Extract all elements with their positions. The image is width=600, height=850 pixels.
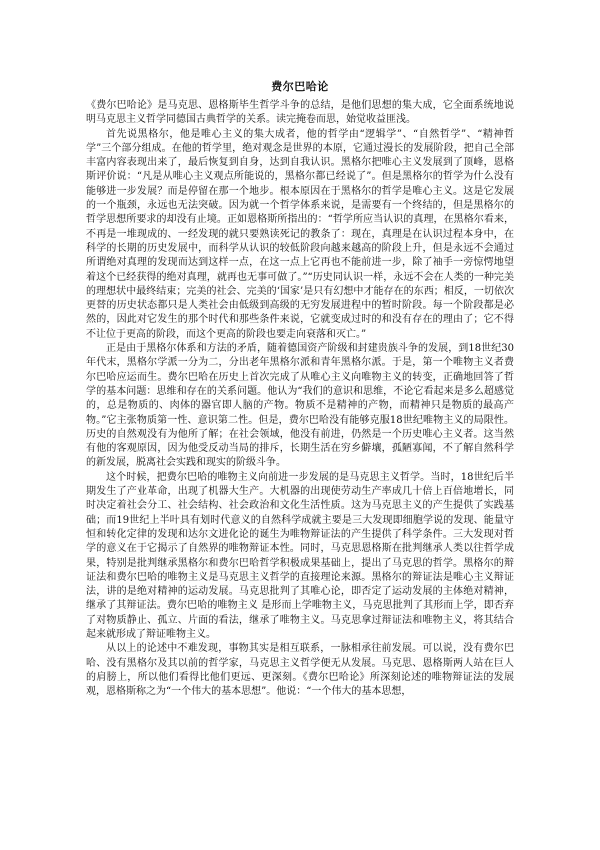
- paragraph-intro: 《费尔巴哈论》是马克思、恩格斯毕生哲学斗争的总结，是他们思想的集大成，它全面系统地说明马克思主义哲学同德国古典哲学的关系。读完掩卷而思，始觉收益匪浅。: [86, 100, 514, 126]
- document-title: 费尔巴哈论: [271, 80, 329, 93]
- paragraph-feuerbach: 正是由于黑格尔体系和方法的矛盾，随着德国资产阶级和封建贵族斗争的发展，到18世纪30年代末，黑格尔学派一分为二，分出老年黑格尔派和青年黑格尔派。于是，第一个唯物主义者费尔巴哈应运而生。费尔巴哈在历史上首次完成了从唯心主义向唯物主义的转变，正确地回答了哲学的基本问题：思维和存在的关系问题。他认为“我们的意识和思维，不论它看起来是多么超感觉的，总是物质的、肉体的器官即人脑的产物。物质不是精神的产物，而精神只是物质的最高产物。”它主张物质第一性、意识第二性。但是，费尔巴哈没有能够克服18世纪唯物主义的局限性。历史的自然观没有为他所了解；在社会领域，他没有前进，仍然是一个历史唯心主义者。这当然有他的客观原因，因为他受反动当局的排斥，长期生活在穷乡僻壤，孤陋寡闻，不了解自然科学的新发展，脱离社会实践和现实的阶级斗争。: [86, 343, 514, 469]
- paragraph-hegel: 首先说黑格尔，他是唯心主义的集大成者，他的哲学由“逻辑学”、“自然哲学”、“精神哲学”三个部分组成。在他的哲学里，绝对观念是世界的本原，它通过漫长的发展阶段，把自己全部丰富内容表现出来了，最后恢复到自身，达到自我认识。黑格尔把唯心主义发展到了顶峰，恩格斯评价说：“凡是从唯心主义观点所能说的，黑格尔都已经说了”。但是黑格尔的哲学为什么没有能够进一步发展？而是停留在那一个地步。根本原因在于黑格尔的哲学是唯心主义。这是它发展的一个瓶颈，永远也无法突破。因为就一个哲学体系来说，是需要有一个终结的，但是黑格尔的哲学思想所要求的却没有止境。正如恩格斯所指出的：“哲学所应当认识的真理，在黑格尔看来，不再是一堆现成的、一经发现的就只要熟读死记的教条了：现在，真理是在认识过程本身中，在科学的长期的历史发展中，而科学从认识的较低阶段向越来越高的阶段上升，但是永远不会通过所谓绝对真理的发现而达到这样一点，在这一点上它再也不能前进一步，除了袖手一旁惊愕地望着这个已经获得的绝对真理，就再也无事可做了。”“历史同认识一样，永远不会在人类的一种完美的理想状中最终结束；完美的社会、完美的‘国家’是只有幻想中才能存在的东西；相反，一切依次更替的历史状态都只是人类社会由低级到高级的无穷发展进程中的暂时阶段。每一个阶段都是必然的，因此对它发生的那个时代和那些条件来说，它就变成过时的和没有存在的理由了；它不得不让位于更高的阶段，而这个更高的阶段也要走向衰落和灭亡。”: [86, 128, 514, 340]
- paragraph-marxist-philosophy: 这个时候，把费尔巴哈的唯物主义向前进一步发展的是马克思主义哲学。当时，18世纪后半期发生了产业革命，出现了机器大生产。大机器的出现使劳动生产率成几十倍上百倍地增长，同时决定着社会分工、社会结构、社会政治和文化生活性质。这为马克思主义的产生提供了实践基础；而19世纪上半叶具有划时代意义的自然科学成就主要是三大发现即细胞学说的发现、能量守恒和转化定律的发现和达尔文进化论的诞生为唯物辩证法的产生提供了科学条件。三大发现对哲学的意义在于它揭示了自然界的唯物辩证本性。同时，马克思恩格斯在批判继承人类以往哲学成果，特别是批判继承黑格尔和费尔巴哈哲学积极成果基础上，提出了马克思的哲学。黑格尔的辩证法和费尔巴哈的唯物主义是马克思主义哲学的直接理论来源。黑格尔的辩证法是唯心主义辩证法，讲的是绝对精神的运动发展。马克思批判了其唯心论，即否定了运动发展的主体绝对精神，继承了其辩证法。费尔巴哈的唯物主义 是形而上学唯物主义，马克思批判了其形而上学，即否弃了对物质静止、孤立、片面的看法，继承了唯物主义。马克思拿过辩证法和唯物主义，将其结合起来就形成了辩证唯物主义。: [86, 471, 514, 640]
- paragraph-conclusion: 从以上的论述中不难发现，事物其实是相互联系，一脉相承往前发展。可以说，没有费尔巴哈、没有黑格尔及其以前的哲学家，马克思主义哲学便无从发展。马克思、恩格斯两人站在巨人的肩膀上，所以他们看得比他们更远、更深刻。《费尔巴哈论》所深刻论述的唯物辩证法的发展观，恩格斯称之为“一个伟大的基本思想”。他说：“一个伟大的基本思想，: [86, 643, 514, 698]
